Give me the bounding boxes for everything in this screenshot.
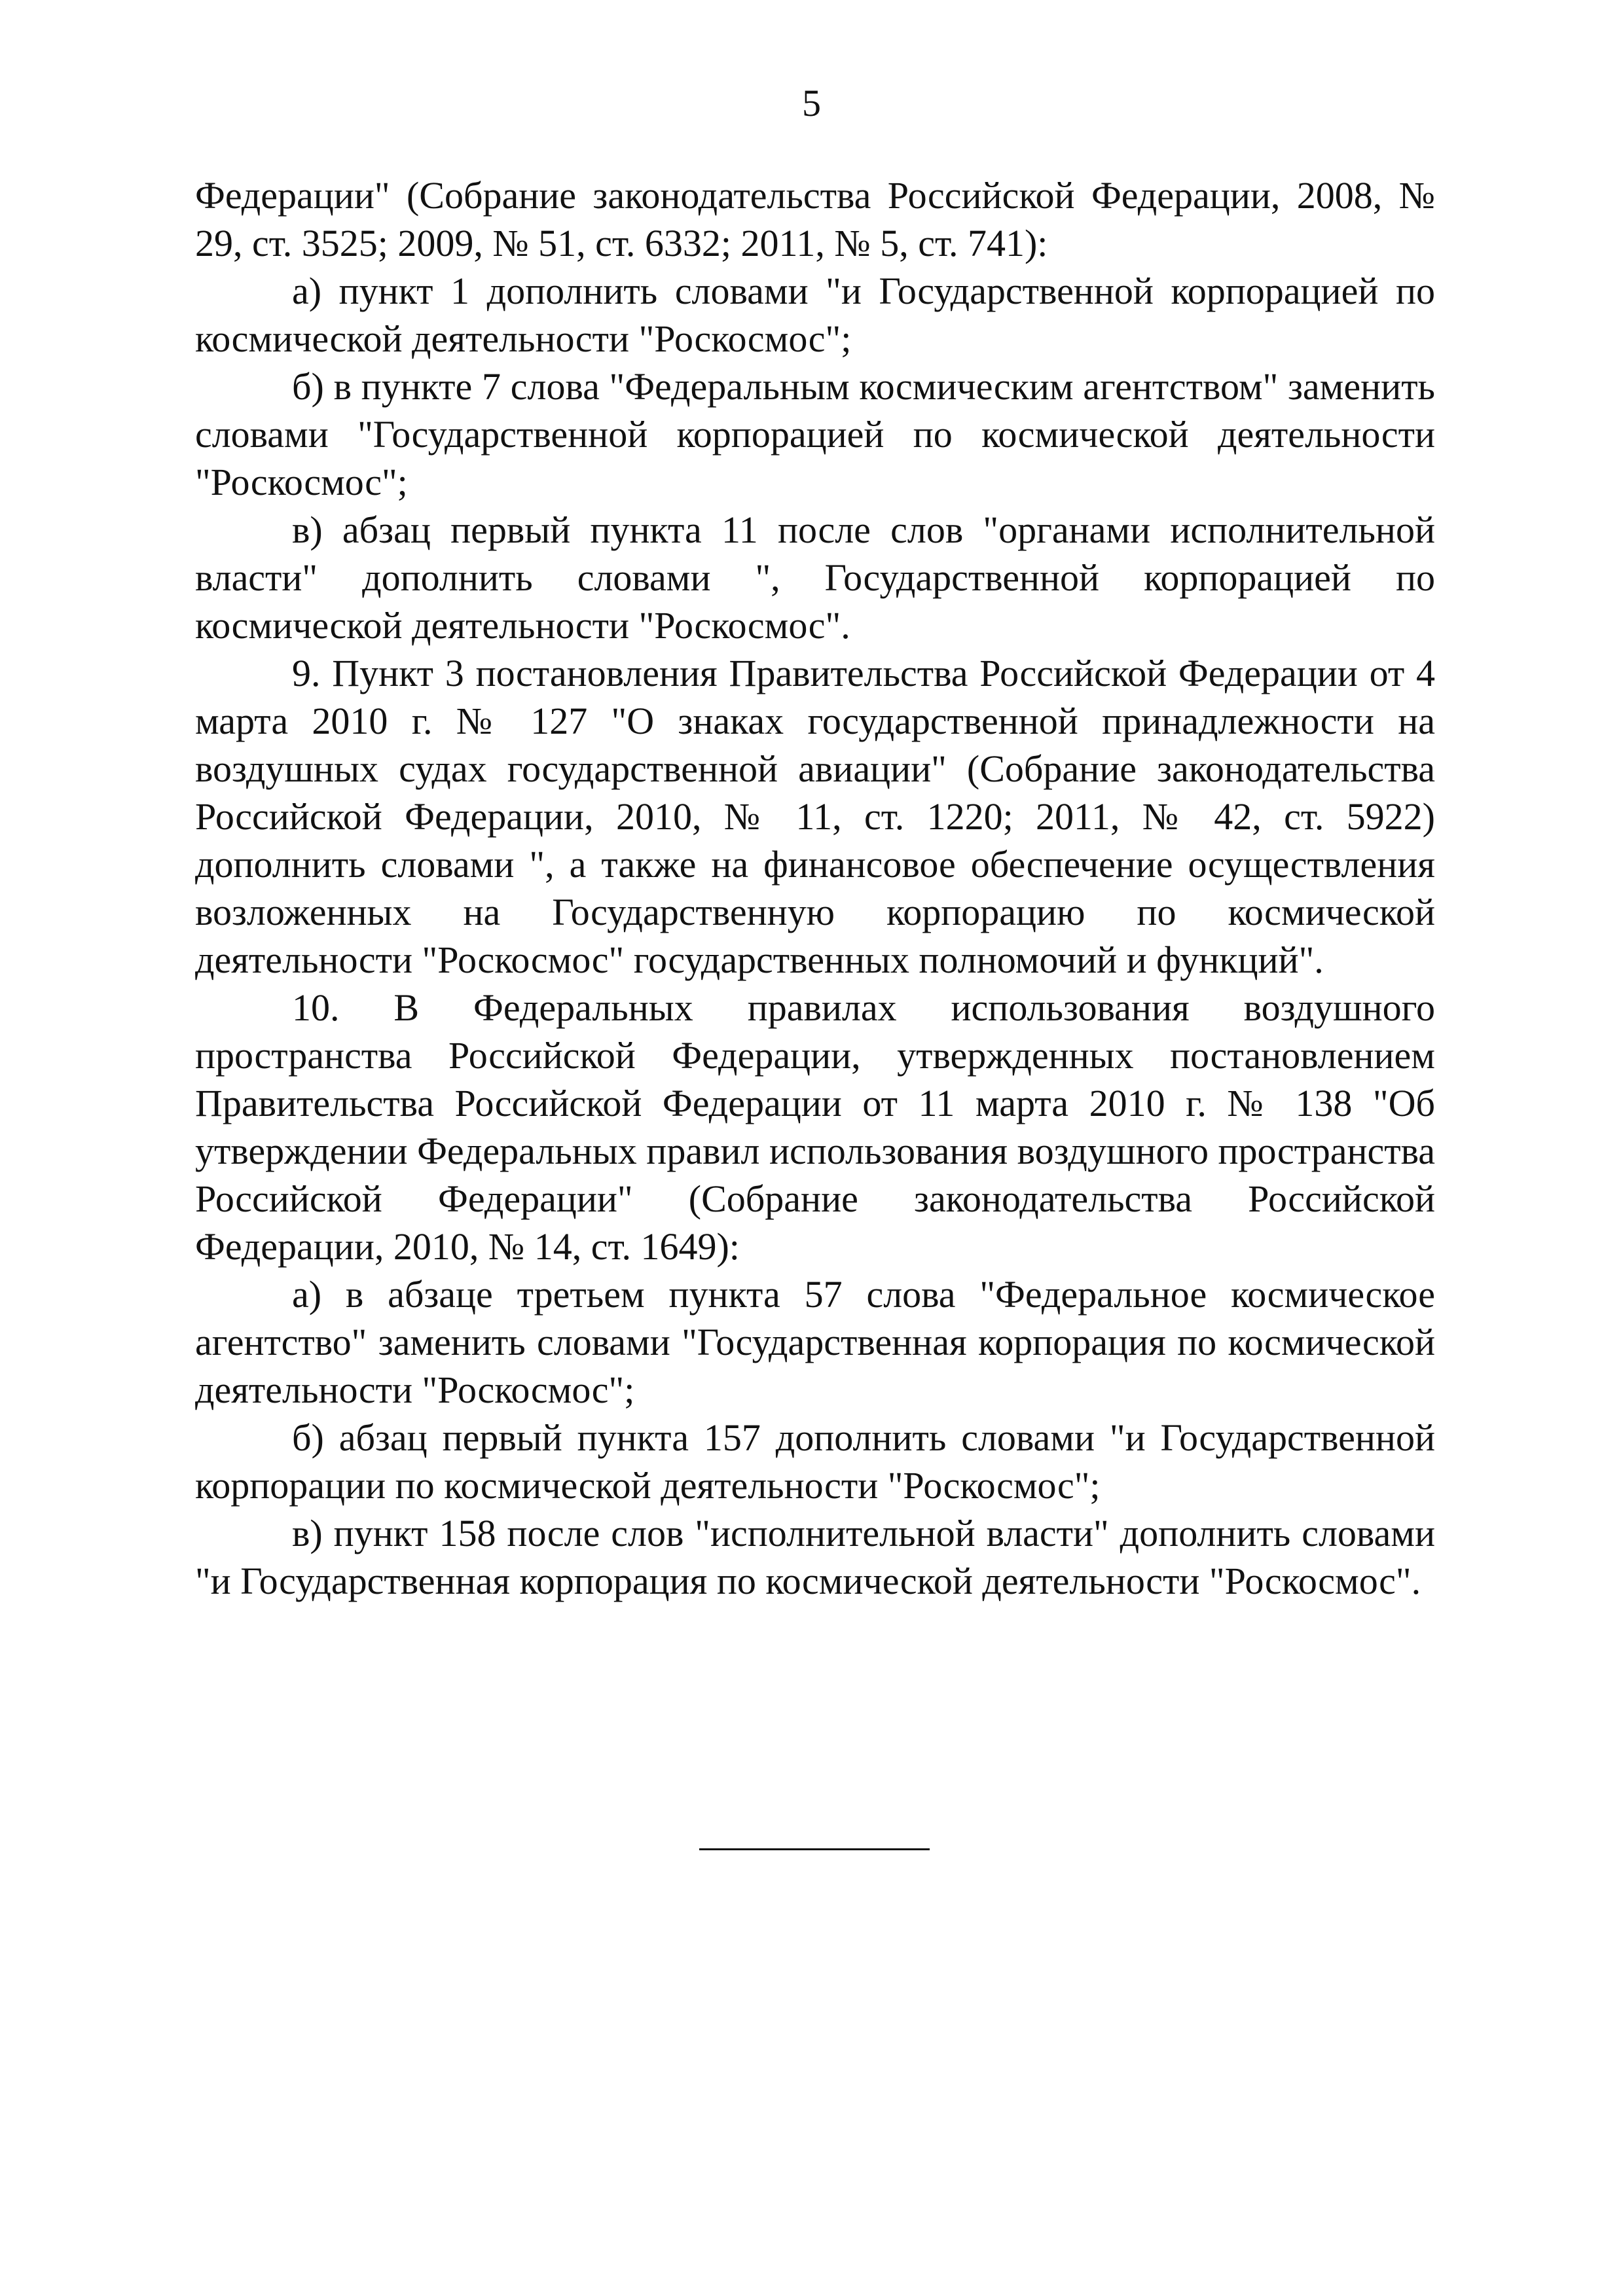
paragraph-section-10-item-a: а) в абзаце третьем пункта 57 слова "Федеральное космическое агентство" заменить словами "Государственная корпорация по космической деятельности "Роскосмос"; xyxy=(195,1273,1435,1411)
paragraph-item-v: в) абзац первый пункта 11 после слов "органами исполнительной власти" дополнить словами ", Государственной корпорацией по космической деятельности "Роскосмос". xyxy=(195,509,1435,647)
paragraph-section-10: 10. В Федеральных правилах использования воздушного пространства Российской Федерации, утвержденных постановлением Правительства Российской Федерации от 11 марта 2010 г. № 138 "Об утверждении Федеральных правил использования воздушного пространства Российской Федерации" (Собрание законодательства Российской Федерации, 2010, № 14, ст. 1649): xyxy=(195,986,1436,1268)
paragraph-item-a: а) пункт 1 дополнить словами "и Государственной корпорацией по космической деятельности "Роскосмос"; xyxy=(195,270,1435,360)
paragraph-item-b: б) в пункте 7 слова "Федеральным космическим агентством" заменить словами "Государственной корпорацией по космической деятельности "Роскосмос"; xyxy=(195,365,1435,503)
paragraph-section-10-item-b: б) абзац первый пункта 157 дополнить словами "и Государственной корпорации по космической деятельности "Роскосмос"; xyxy=(195,1416,1435,1507)
paragraph-continuation: Федерации" (Собрание законодательства Российской Федерации, 2008, № 29, ст. 3525; 2009, № 51, ст. 6332; 2011, № 5, ст. 741): xyxy=(195,174,1435,264)
page-number: 5 xyxy=(802,82,821,124)
end-of-document-rule xyxy=(699,1848,930,1850)
paragraph-section-9: 9. Пункт 3 постановления Правительства Российской Федерации от 4 марта 2010 г. № 127 "О знаках государственной принадлежности на воздушных судах государственной авиации" (Собрание законодательства Российской Федерации, 2010, № 11, ст. 1220; 2011, № 42, ст. 5922) дополнить словами ", а также на финансовое обеспечение осуществления возложенных на Государственную корпорацию по космической деятельности "Роскосмос" государственных полномочий и функций". xyxy=(195,652,1435,981)
document-body xyxy=(195,171,1435,1605)
paragraph-section-10-item-v: в) пункт 158 после слов "исполнительной власти" дополнить словами "и Государственная корпорация по космической деятельности "Роскосмос". xyxy=(195,1512,1435,1602)
